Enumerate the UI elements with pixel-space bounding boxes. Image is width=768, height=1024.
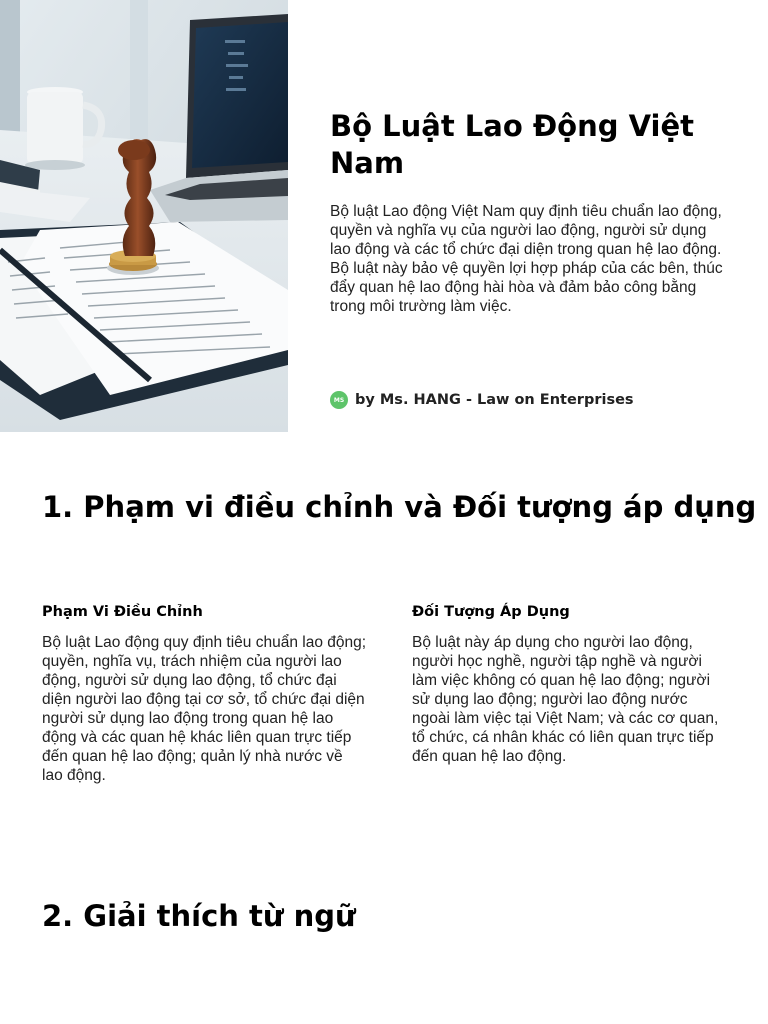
hero-description: Bộ luật Lao động Việt Nam quy định tiêu chuẩn lao động, quyền và nghĩa vụ của người lao động, người sử dụng lao động và các tổ chức đại diện trong quan hệ lao động. Bộ luật này bảo vệ quyền lợi hợp pháp của các bên, thúc đẩy quan hệ lao động hài hòa và đảm bảo công bằng trong môi trường làm việc. — [330, 203, 723, 315]
scope-column — [42, 604, 367, 785]
hero-text-block — [330, 108, 730, 316]
hero-photo — [0, 0, 288, 432]
subjects-column — [412, 604, 724, 766]
scope-body: Bộ luật Lao động quy định tiêu chuẩn lao động; quyền, nghĩa vụ, trách nhiệm của người lao động, người sử dụng lao động, tổ chức đại diện người lao động tại cơ sở, tổ chức đại diện người sử dụng lao động trong quan hệ lao động và các quan hệ khác liên quan trực tiếp đến quan hệ lao động; quản lý nhà nước về lao động. — [42, 634, 367, 784]
author-name: by Ms. HANG - Law on Enterprises — [355, 392, 634, 408]
author-byline[interactable] — [330, 391, 634, 409]
section-title-scope: 1. Phạm vi điều chỉnh và Đối tượng áp dụng — [42, 490, 757, 524]
section-title-definitions: 2. Giải thích từ ngữ — [42, 899, 356, 933]
subjects-body: Bộ luật này áp dụng cho người lao động, người học nghề, người tập nghề và người làm việc không có quan hệ lao động; người sử dụng lao động; người lao động nước ngoài làm việc tại Việt Nam; và các cơ quan, tổ chức, cá nhân khác có liên quan trực tiếp đến quan hệ lao động. — [412, 634, 719, 765]
page-title: Bộ Luật Lao Động Việt Nam — [330, 109, 694, 180]
avatar: MS — [330, 391, 348, 409]
scope-heading: Phạm Vi Điều Chỉnh — [42, 604, 203, 620]
subjects-heading: Đối Tượng Áp Dụng — [412, 604, 570, 620]
